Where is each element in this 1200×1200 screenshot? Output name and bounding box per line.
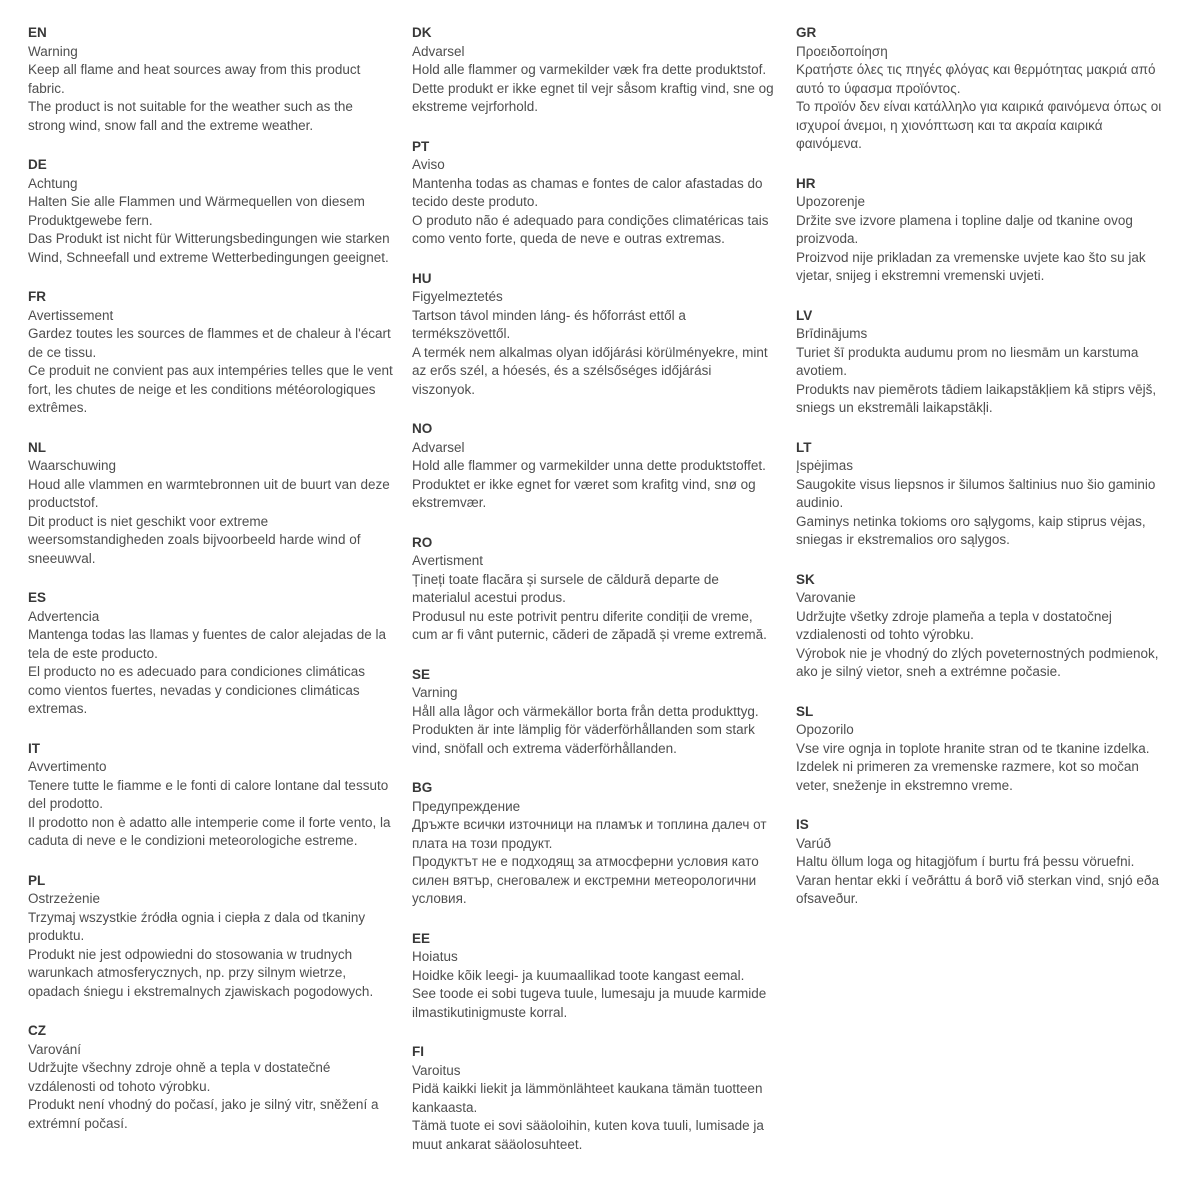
warning-text: Výrobok nie je vhodný do zlých poveternostných podmienok, ako je silný vietor, sneh a extrémne počasie. xyxy=(796,645,1159,679)
warning-text: Das Produkt ist nicht für Witterungsbedingungen wie starken Wind, Schneefall und extreme Wetterbedingungen geeignet. xyxy=(28,231,390,265)
language-section xyxy=(28,439,394,569)
language-code: BG xyxy=(412,780,433,795)
language-code: LV xyxy=(796,307,813,323)
warning-title: Varning xyxy=(412,685,458,700)
language-section xyxy=(28,288,394,418)
warning-title: Opozorilo xyxy=(796,722,854,737)
language-section xyxy=(796,439,1162,550)
warning-title: Advarsel xyxy=(412,439,465,455)
language-code: ES xyxy=(28,590,47,605)
warning-text: Hold alle flammer og varmekilder væk fra dette produktstof. xyxy=(412,62,767,77)
language-code: RO xyxy=(412,534,433,550)
warning-text: Produkten är inte lämplig för väderförhållanden som stark vind, snöfall och extrema väderförhållanden. xyxy=(412,722,755,756)
warning-text: A termék nem alkalmas olyan időjárási körülményekre, mint az erős szél, a hóesés, és a szélsőséges időjárási viszonyok. xyxy=(412,344,768,397)
warning-text: Gardez toutes les sources de flammes et de chaleur à l'écart de ce tissu. xyxy=(28,326,391,360)
warning-text: Varan hentar ekki í veðráttu á borð við sterkan vind, snjó eða ofsaveður. xyxy=(796,872,1159,906)
warning-title: Advertencia xyxy=(28,608,100,624)
warning-text: Halten Sie alle Flammen und Wärmequellen von diesem Produktgewebe fern. xyxy=(28,194,365,228)
warning-text: Keep all flame and heat sources away from this product fabric. xyxy=(28,62,361,96)
language-code: FR xyxy=(28,289,46,304)
warning-text: Vse vire ognja in toplote hranite stran od te tkanine izdelka. xyxy=(796,740,1150,756)
warning-text: Tämä tuote ei sovi sääoloihin, kuten kova tuuli, lumisade ja muut ankarat sääolosuhteet. xyxy=(412,1118,764,1152)
language-section xyxy=(796,175,1162,286)
warning-title: Waarschuwing xyxy=(28,458,117,473)
warning-text: Dit product is niet geschikt voor extreme weersomstandigheden zoals bijvoorbeeld harde wind of sneeuwval. xyxy=(28,513,361,566)
warning-title: Varoitus xyxy=(412,1062,461,1078)
language-section xyxy=(28,156,394,267)
warning-text: Pidä kaikki liekit ja lämmönlähteet kaukana tämän tuotteen kankaasta. xyxy=(412,1081,763,1115)
warning-title: Предупреждение xyxy=(412,798,521,814)
language-code: HR xyxy=(796,175,816,191)
warning-text: Κρατήστε όλες τις πηγές φλόγας και θερμότητας μακριά από αυτό το ύφασμα προϊόντος. xyxy=(796,62,1156,96)
warning-text: Produkt není vhodný do počasí, jako je silný vitr, sněžení a extrémní počasí. xyxy=(28,1097,379,1131)
language-section xyxy=(28,872,394,1002)
warning-text: O produto não é adequado para condições climatéricas tais como vento forte, queda de neve e outras extremas. xyxy=(412,212,769,246)
warning-title: Upozorenje xyxy=(796,194,866,209)
warning-text: Дръжте всички източници на пламък и топлина далеч от плата на този продукт. xyxy=(412,817,767,851)
language-section xyxy=(412,24,778,117)
warning-title: Προειδοποίηση xyxy=(796,43,888,59)
warning-text: Il prodotto non è adatto alle intemperie come il forte vento, la caduta di neve e le condizioni meteorologiche estreme. xyxy=(28,814,391,848)
language-section xyxy=(796,571,1162,682)
warning-column-2 xyxy=(412,24,778,1175)
warning-title: Ostrzeżenie xyxy=(28,891,101,906)
warning-title: Aviso xyxy=(412,157,445,172)
language-section xyxy=(412,779,778,909)
warning-text: El producto no es adecuado para condiciones climáticas como vientos fuertes, nevadas y condiciones climáticas extremas. xyxy=(28,664,365,716)
language-code: SE xyxy=(412,666,431,682)
language-code: IT xyxy=(28,740,40,756)
warning-text: Produkts nav piemērots tādiem laikapstākļiem kā stiprs vējš, sniegs un ekstremāli laikapstākļi. xyxy=(796,381,1157,415)
warning-text: Proizvod nije prikladan za vremenske uvjete kao što su jak vjetar, snijeg i ekstremni vremenski uvjeti. xyxy=(796,249,1146,283)
warning-text: Håll alla lågor och värmekällor borta från detta produkttyg. xyxy=(412,703,759,719)
warning-text: Produktet er ikke egnet for været som krafitg vind, snø og ekstremvær. xyxy=(412,476,756,510)
warning-text: Dette produkt er ikke egnet til vejr såsom kraftig vind, sne og ekstreme vejrforhold. xyxy=(412,80,774,114)
language-code: IS xyxy=(796,817,809,832)
language-code: HU xyxy=(412,270,432,286)
language-section xyxy=(28,589,394,719)
warning-title: Figyelmeztetés xyxy=(412,289,503,304)
language-section xyxy=(412,138,778,249)
language-code: NO xyxy=(412,421,433,436)
language-section xyxy=(412,534,778,645)
warning-title: Įspėjimas xyxy=(796,458,854,473)
language-code: EE xyxy=(412,930,431,946)
language-code: SL xyxy=(796,703,814,719)
warning-text: Țineți toate flacăra și sursele de căldură departe de materialul acestui produs. xyxy=(412,571,719,605)
warning-title: Warning xyxy=(28,43,78,59)
language-section xyxy=(28,1022,394,1133)
language-section xyxy=(796,816,1162,909)
language-section xyxy=(28,740,394,851)
language-code: FI xyxy=(412,1044,424,1059)
warning-title: Varúð xyxy=(796,835,832,851)
warning-text: Gaminys netinka tokioms oro sąlygoms, kaip stiprus vėjas, sniegas ir ekstremalios oro sąlygos. xyxy=(796,513,1146,547)
warning-text: Ce produit ne convient pas aux intempéries telles que le vent fort, les chutes de neige et les conditions météorologiques extrêmes. xyxy=(28,363,393,415)
warning-title: Brīdinājums xyxy=(796,326,868,341)
language-code: CZ xyxy=(28,1023,46,1038)
warning-text: Tartson távol minden láng- és hőforrást ettől a termékszövettől. xyxy=(412,307,686,341)
warning-text: Tenere tutte le fiamme e le fonti di calore lontane dal tessuto del prodotto. xyxy=(28,777,389,811)
warning-text: Udržujte všetky zdroje plameňa a tepla v dostatočnej vzdialenosti od tohto výrobku. xyxy=(796,608,1112,642)
warning-column-1 xyxy=(28,24,394,1175)
language-code: SK xyxy=(796,571,815,587)
language-code: EN xyxy=(28,25,47,40)
language-section xyxy=(28,24,394,135)
warning-text: Mantenga todas las llamas y fuentes de calor alejadas de la tela de este producto. xyxy=(28,627,386,661)
warning-title: Avertissement xyxy=(28,307,114,323)
warning-text: See toode ei sobi tugeva tuule, lumesaju ja muude karmide ilmastikutinigmuste korral. xyxy=(412,986,767,1020)
language-section xyxy=(412,930,778,1023)
warning-text: Udržujte všechny zdroje ohně a tepla v dostatečné vzdálenosti od tohoto výrobku. xyxy=(28,1060,331,1094)
language-code: NL xyxy=(28,439,46,455)
warning-title: Achtung xyxy=(28,175,78,191)
language-section xyxy=(796,307,1162,418)
warning-title: Advarsel xyxy=(412,43,465,59)
warning-title: Varování xyxy=(28,1041,82,1057)
language-code: DK xyxy=(412,25,432,40)
language-section xyxy=(412,666,778,759)
language-section xyxy=(412,1043,778,1154)
language-section xyxy=(796,24,1162,154)
warning-title: Varovanie xyxy=(796,590,856,605)
warning-column-3 xyxy=(796,24,1162,1175)
warning-text: Saugokite visus liepsnos ir šilumos šaltinius nuo šio gaminio audinio. xyxy=(796,476,1156,510)
warning-text: Trzymaj wszystkie źródła ognia i ciepła z dala od tkaniny produktu. xyxy=(28,909,366,943)
warning-text: Το προϊόν δεν είναι κατάλληλο για καιρικά φαινόμενα όπως οι ισχυροί άνεμοι, η χιονόπτωση και τα ακραία καιρικά φαινόμενα. xyxy=(796,99,1162,151)
warning-text: Продуктът не е подходящ за атмосферни условия като силен вятър, снеговалеж и екстремни метеорологични условия. xyxy=(412,854,759,906)
warning-text: Držite sve izvore plamena i topline dalje od tkanine ovog proizvoda. xyxy=(796,212,1133,246)
language-code: GR xyxy=(796,25,817,40)
warning-text: Izdelek ni primeren za vremenske razmere, kot so močan veter, sneženje in ekstremno vreme. xyxy=(796,759,1139,793)
language-code: LT xyxy=(796,439,812,455)
language-section xyxy=(412,270,778,400)
language-section xyxy=(796,703,1162,796)
warning-title: Avertisment xyxy=(412,553,484,568)
language-section xyxy=(412,420,778,513)
warning-text: Houd alle vlammen en warmtebronnen uit de buurt van deze productstof. xyxy=(28,476,390,510)
language-code: DE xyxy=(28,157,47,172)
language-code: PT xyxy=(412,138,430,154)
warning-text: The product is not suitable for the weather such as the strong wind, snow fall and the extreme weather. xyxy=(28,99,353,133)
warning-text: Hoidke kõik leegi- ja kuumaallikad toote kangast eemal. xyxy=(412,967,745,983)
warning-text: Turiet šī produkta audumu prom no liesmām un karstuma avotiem. xyxy=(796,344,1139,378)
warning-text: Produsul nu este potrivit pentru diferite condiții de vreme, cum ar fi vânt puternic, căderi de zăpadă și vreme extremă. xyxy=(412,608,767,642)
language-code: PL xyxy=(28,872,46,888)
warning-title: Hoiatus xyxy=(412,949,458,964)
warning-text: Produkt nie jest odpowiedni do stosowania w trudnych warunkach atmosferycznych, np. przy silnym wietrze, opadach śniegu i ekstremalnych zjawiskach pogodowych. xyxy=(28,946,374,999)
warning-text: Hold alle flammer og varmekilder unna dette produktstoffet. xyxy=(412,458,766,473)
warning-title: Avvertimento xyxy=(28,759,107,774)
warning-text: Mantenha todas as chamas e fontes de calor afastadas do tecido deste produto. xyxy=(412,175,763,209)
warning-text: Haltu öllum loga og hitagjöfum í burtu frá þessu vöruefni. xyxy=(796,854,1135,869)
